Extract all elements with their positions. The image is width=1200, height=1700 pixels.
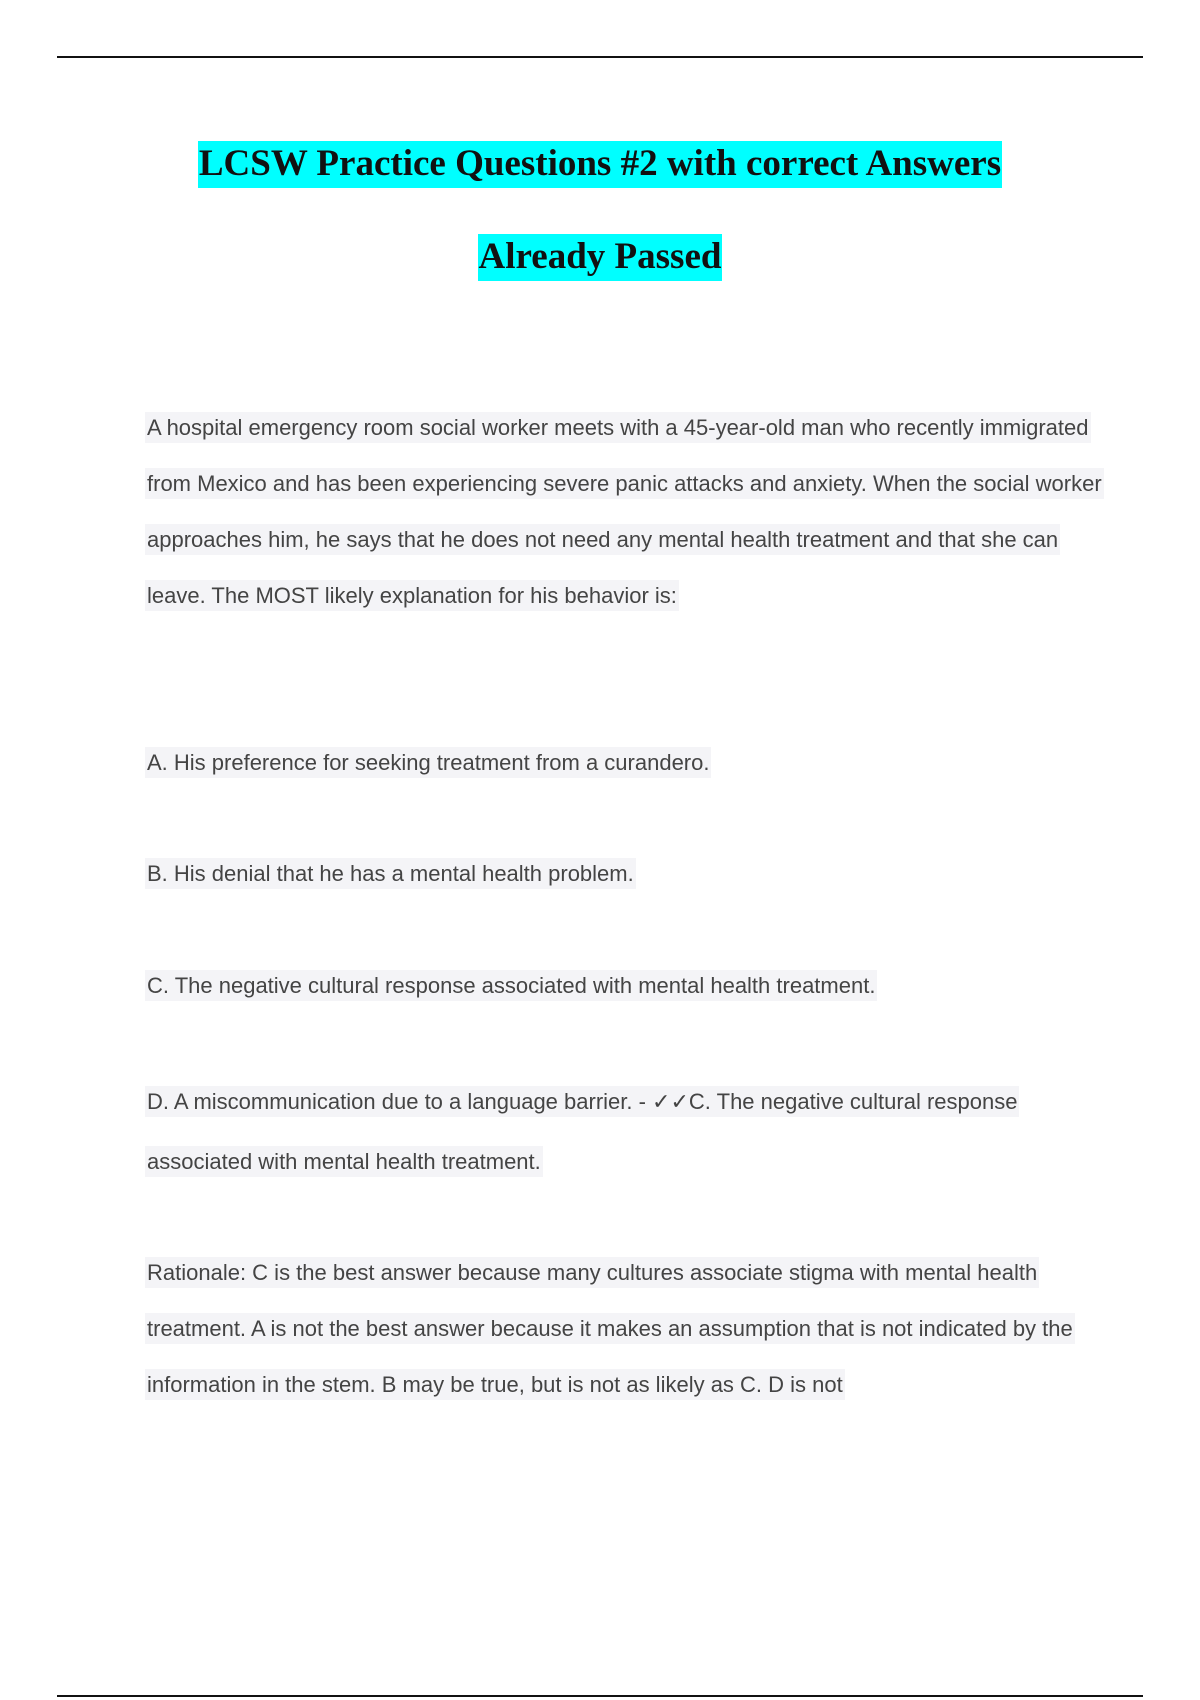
rationale-paragraph bbox=[145, 1245, 1105, 1413]
option-b-text: B. His denial that he has a mental health problem. bbox=[145, 858, 636, 889]
option-c bbox=[145, 958, 1105, 1014]
rationale-text: Rationale: C is the best answer because many cultures associate stigma with mental health treatment. A is not the best answer because it makes an assumption that is not indicated by the information in the stem. B may be true, but is not as likely as C. D is not bbox=[145, 1257, 1075, 1400]
option-a bbox=[145, 735, 1105, 791]
question-paragraph bbox=[145, 400, 1105, 624]
title-line-1: LCSW Practice Questions #2 with correct Answers bbox=[198, 141, 1002, 188]
option-a-text: A. His preference for seeking treatment from a curandero. bbox=[145, 747, 711, 778]
option-d-text: D. A miscommunication due to a language barrier. - ✓✓C. The negative cultural response associated with mental health treatment. bbox=[145, 1086, 1019, 1177]
bottom-rule bbox=[57, 1695, 1143, 1697]
document-title bbox=[0, 140, 1200, 326]
option-c-text: C. The negative cultural response associated with mental health treatment. bbox=[145, 970, 877, 1001]
top-rule bbox=[57, 56, 1143, 58]
question-text: A hospital emergency room social worker meets with a 45-year-old man who recently immigrated from Mexico and has been experiencing severe panic attacks and anxiety. When the social worker approaches him, he says that he does not need any mental health treatment and that she can leave. The MOST likely explanation for his behavior is: bbox=[145, 412, 1104, 611]
option-b bbox=[145, 846, 1105, 902]
title-line-2: Already Passed bbox=[478, 234, 723, 281]
option-d-with-answer bbox=[145, 1072, 1105, 1192]
